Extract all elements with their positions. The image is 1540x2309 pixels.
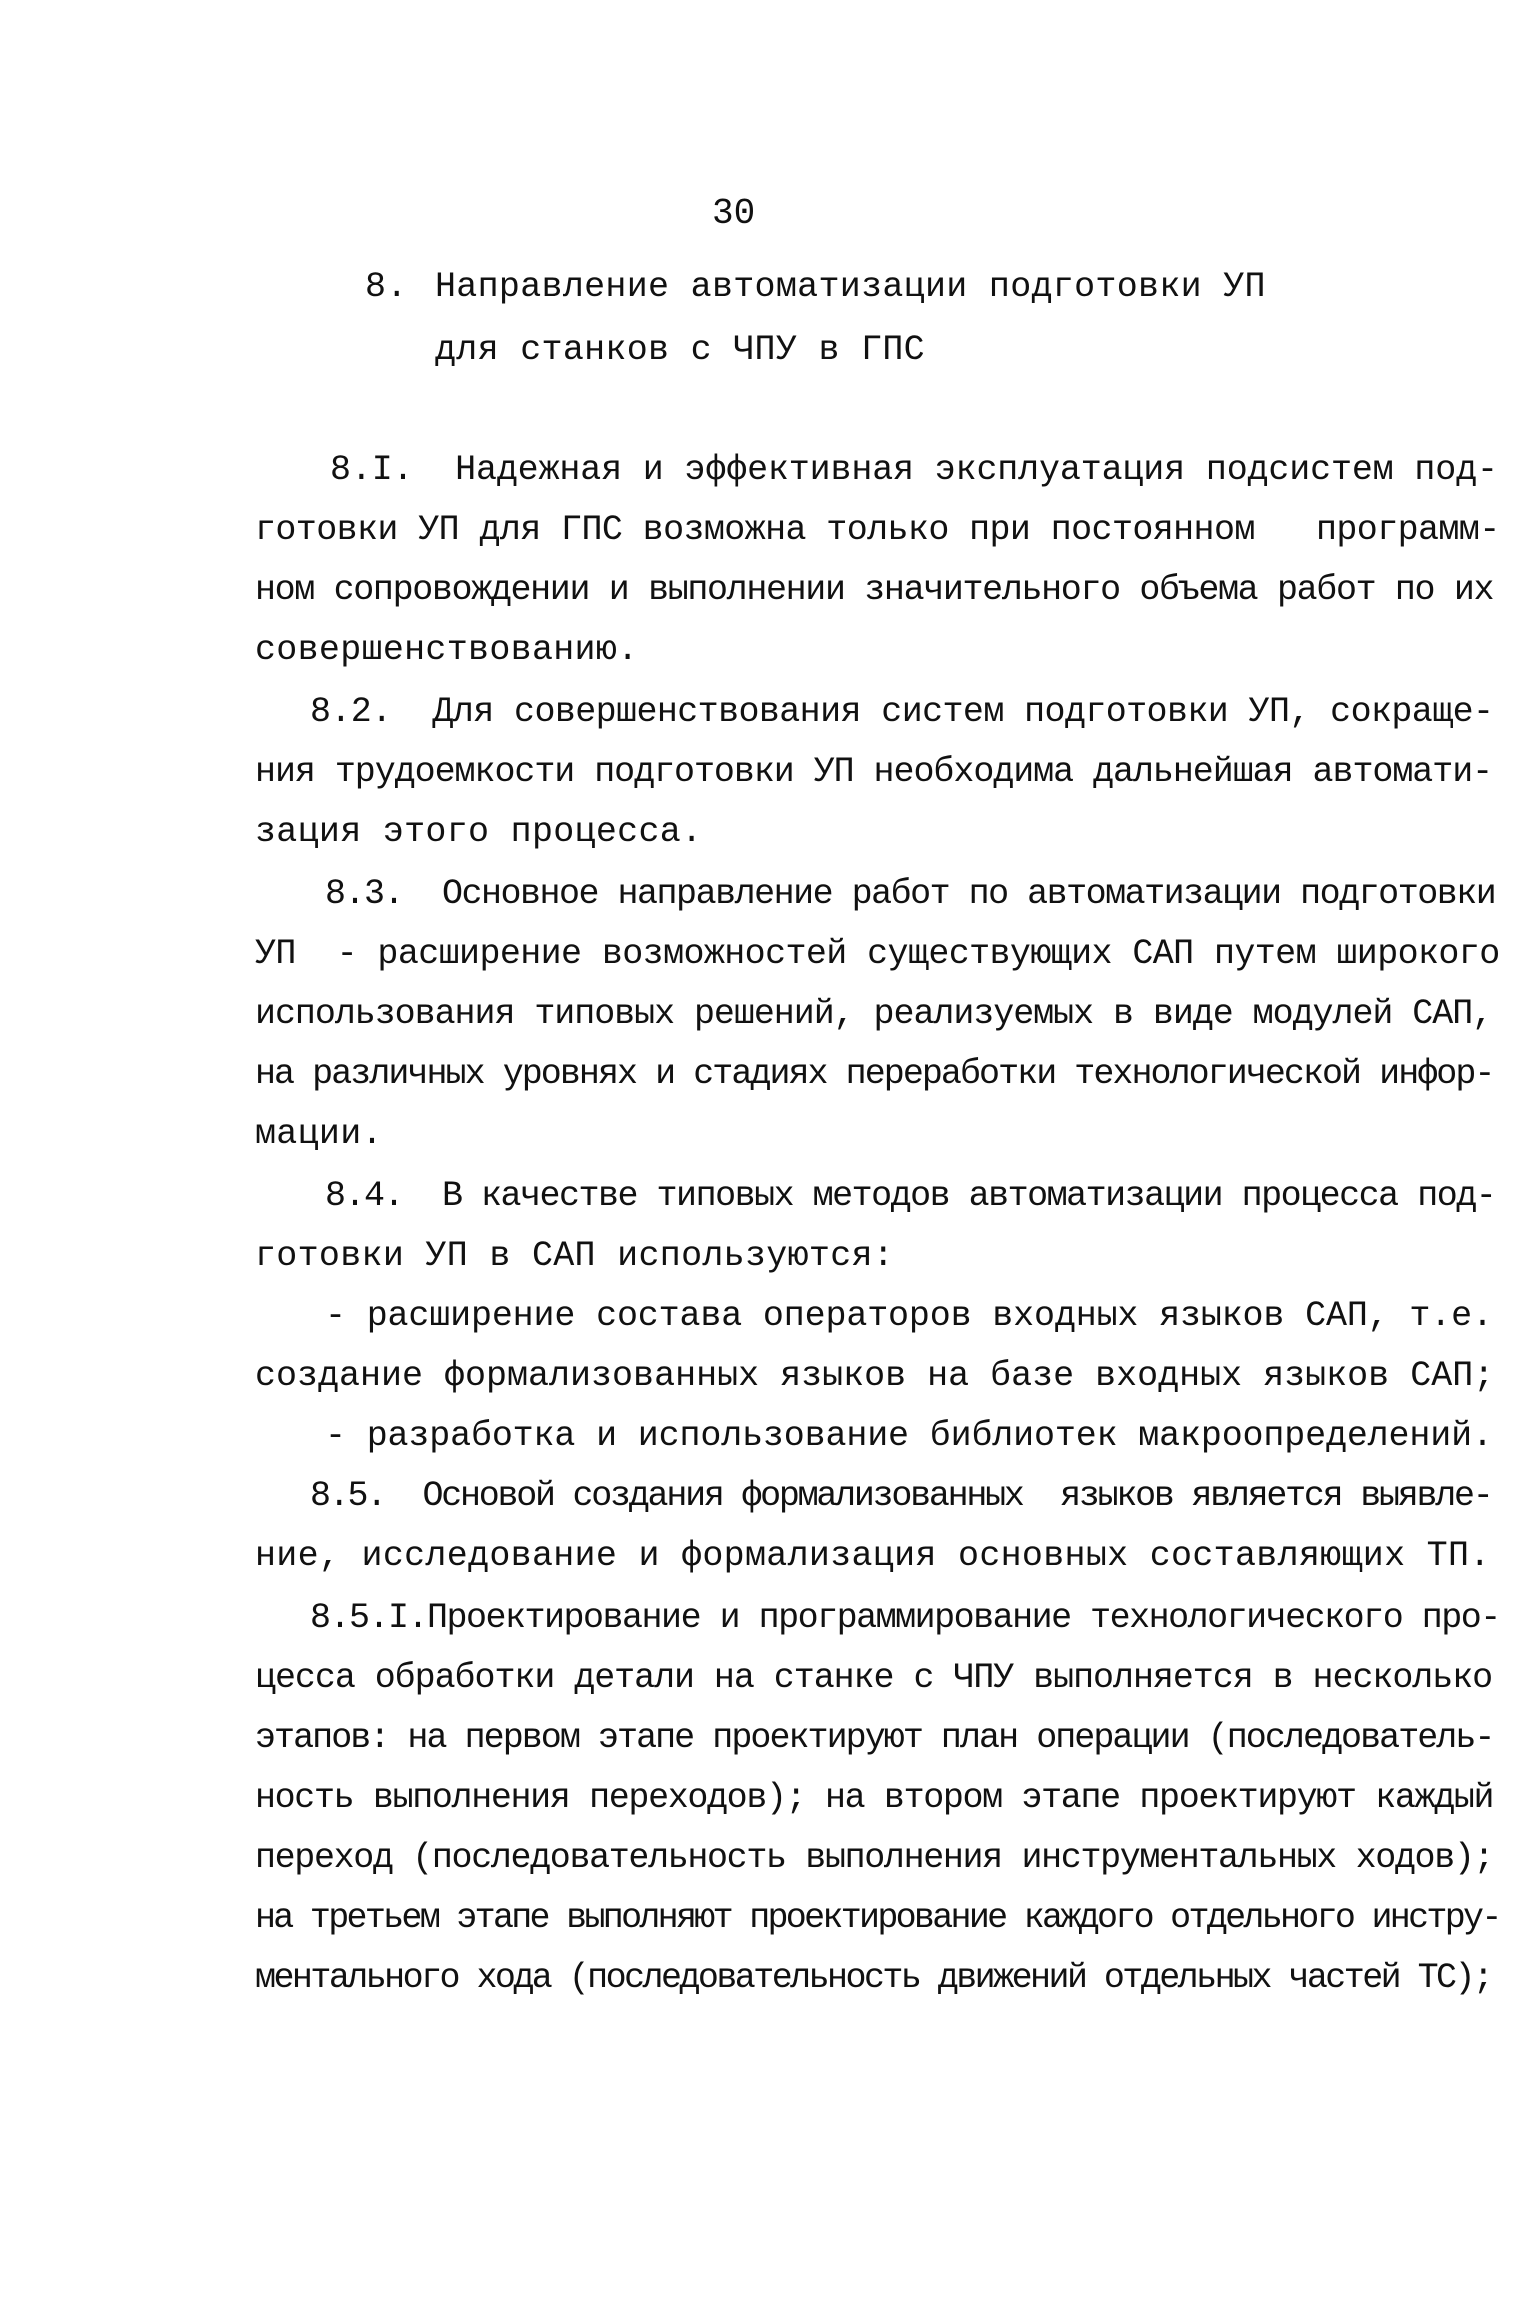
text-line: 8.5.I.Проектирование и программирование технологического про-: [310, 1598, 1500, 1638]
text-line: ность выполнения переходов); на втором этапе проектируют каждый: [255, 1778, 1494, 1818]
section-title-line-1: Направление автоматизации подготовки УП: [435, 267, 1266, 307]
text-line: ном сопровождении и выполнении значительного объема работ по их: [255, 570, 1494, 610]
text-line: переход (последовательность выполнения инструментальных ходов);: [255, 1838, 1494, 1878]
text-line: на различных уровнях и стадиях переработки технологической инфор-: [255, 1054, 1494, 1094]
text-line: ние, исследование и формализация основных составляющих ТП.: [255, 1536, 1491, 1576]
text-line: ния трудоемкости подготовки УП необходима дальнейшая автомати-: [255, 752, 1493, 792]
text-line: использования типовых решений, реализуемых в виде модулей САП,: [255, 994, 1493, 1034]
page-number: 30: [712, 193, 756, 234]
list-item: - расширение состава операторов входных языков САП, т.е.: [325, 1296, 1493, 1336]
text-line: мации.: [255, 1114, 383, 1154]
text-line: совершенствованию.: [255, 630, 639, 670]
text-line: 8.4. В качестве типовых методов автоматизации процесса под-: [325, 1176, 1496, 1216]
text-line: УП - расширение возможностей существующих САП путем широкого: [255, 934, 1500, 974]
text-line: цесса обработки детали на станке с ЧПУ выполняется в несколько: [255, 1658, 1493, 1698]
text-line: готовки УП в САП используются:: [255, 1236, 895, 1276]
text-line: создание формализованных языков на базе входных языков САП;: [255, 1356, 1495, 1396]
text-line: ментального хода (последовательность движений отдельных частей ТС);: [255, 1958, 1492, 1998]
text-line: 8.2. Для совершенствования систем подготовки УП, сокраще-: [310, 692, 1494, 732]
section-number: 8.: [365, 267, 408, 307]
list-item: - разработка и использование библиотек макроопределений.: [325, 1416, 1493, 1456]
text-line: 8.I. Надежная и эффективная эксплуатация подсистем под-: [330, 450, 1498, 490]
section-title-line-2: для станков с ЧПУ в ГПС: [435, 330, 925, 370]
text-line: готовки УП для ГПС возможна только при постоянном программ-: [255, 510, 1500, 550]
text-line: 8.5. Основой создания формализованных языков является выявле-: [310, 1476, 1492, 1516]
text-line: на третьем этапе выполняют проектирование каждого отдельного инстру-: [255, 1898, 1500, 1938]
text-line: зация этого процесса.: [255, 812, 703, 852]
text-line: этапов: на первом этапе проектируют план операции (последователь-: [255, 1718, 1494, 1758]
text-line: 8.3. Основное направление работ по автоматизации подготовки: [325, 874, 1496, 914]
